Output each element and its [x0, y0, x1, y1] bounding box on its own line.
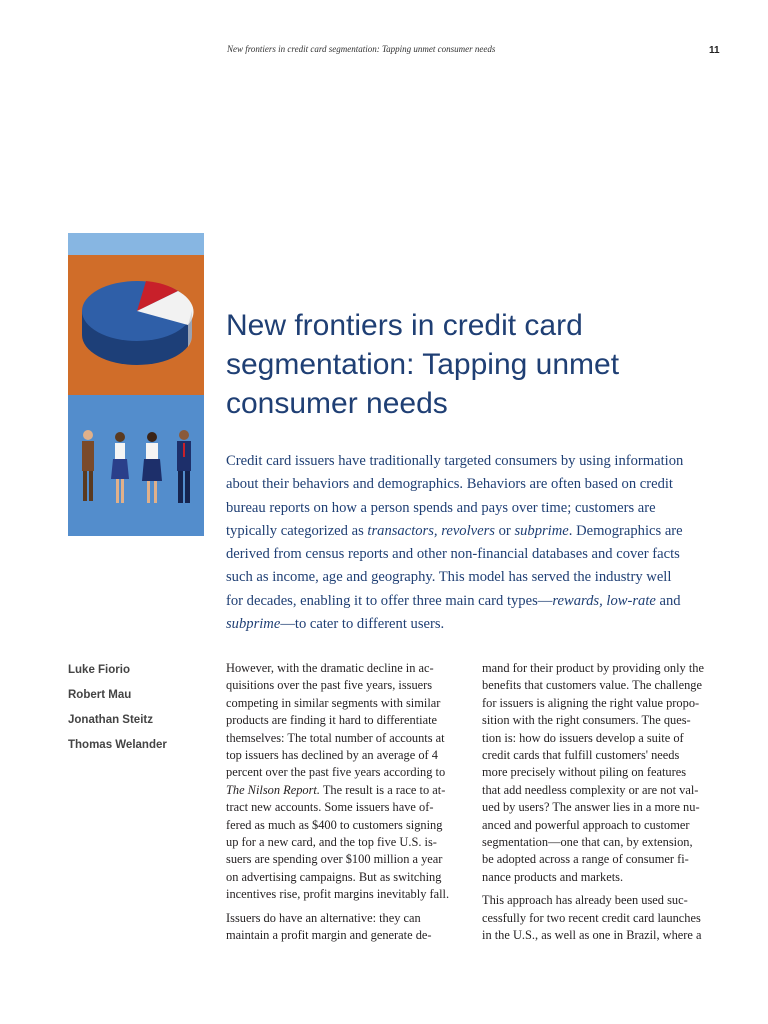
- body-line: Issuers do have an alternative: they can: [226, 910, 421, 925]
- body-line: This approach has already been used suc-: [482, 893, 688, 908]
- lede-emphasis: rewards, low-rate: [552, 592, 656, 609]
- lede-line: bureau reports on how a person spends and pays over time; customers are: [226, 499, 656, 516]
- lede-line: derived from census reports and other non-financial databases and cover facts: [226, 546, 680, 563]
- lede-line: or: [494, 522, 515, 539]
- author-name: Robert Mau: [68, 689, 132, 701]
- author-name: Jonathan Steitz: [68, 714, 153, 726]
- lede-emphasis: subprime: [226, 616, 281, 633]
- lede-line: such as income, age and geography. This model has served the industry well: [226, 569, 672, 586]
- lede-emphasis: subprime: [514, 522, 569, 539]
- body-line: [226, 782, 464, 799]
- body-line: in the U.S., as well as one in Brazil, where a: [482, 928, 702, 943]
- article-title: [226, 306, 746, 423]
- lede-emphasis: transactors, revolvers: [367, 522, 495, 539]
- lede-line: for decades, enabling it to offer three main card types—: [226, 592, 553, 609]
- lede-line: and: [655, 592, 681, 609]
- body-line: tion is: how do issuers develop a suite of: [482, 730, 684, 745]
- lede-line: typically categorized as: [226, 522, 368, 539]
- illustration: [68, 233, 204, 536]
- body-line: ued by users? The answer lies in a more nu-: [482, 800, 700, 815]
- author-list: [68, 658, 167, 758]
- page-number: 11: [709, 45, 720, 56]
- body-line: anced and powerful approach to customer: [482, 817, 690, 832]
- body-paragraph: [226, 910, 464, 945]
- title-line-2: segmentation: Tapping unmet: [226, 348, 620, 381]
- body-line: that add needless complexity or are not val-: [482, 782, 699, 797]
- body-paragraph: [482, 660, 720, 886]
- body-line: top issuers has declined by an average of 4: [226, 748, 438, 763]
- running-head: New frontiers in credit card segmentation: Tapping unmet consumer needs: [227, 44, 496, 54]
- pie-chart-illustration: [68, 255, 204, 395]
- body-line: up for a new card, and the top five U.S. is-: [226, 835, 437, 850]
- body-line: fered as much as $400 to customers signing: [226, 817, 443, 832]
- body-line: products are finding it hard to differentiate: [226, 713, 438, 728]
- author-name: Thomas Welander: [68, 739, 167, 751]
- title-line-3: consumer needs: [226, 387, 448, 420]
- body-column-1: [226, 660, 464, 951]
- body-line: cessfully for two recent credit card launches: [482, 910, 701, 925]
- author-name: Luke Fiorio: [68, 664, 130, 676]
- body-line: However, with the dramatic decline in ac-: [226, 661, 434, 675]
- illustration-sky-strip: [68, 233, 204, 255]
- body-line: tract new accounts. Some issuers have of-: [226, 800, 434, 815]
- body-line: nance products and markets.: [482, 869, 624, 884]
- body-line: credit cards that fulfill customers' needs: [482, 748, 680, 763]
- body-text: The result is a race to at-: [319, 782, 446, 797]
- lede-line: Credit card issuers have traditionally targeted consumers by using information: [226, 453, 684, 469]
- body-line: on advertising campaigns. But as switching: [226, 869, 442, 884]
- lede-paragraph: [226, 450, 726, 636]
- people-illustration: [68, 395, 204, 536]
- body-line: sition with the right consumers. The ques-: [482, 713, 691, 728]
- body-line: percent over the past five years according to: [226, 765, 446, 780]
- body-line: more precisely without piling on features: [482, 765, 687, 780]
- body-line: suers are spending over $100 million a year: [226, 852, 443, 867]
- body-paragraph: [226, 660, 464, 904]
- body-column-2: [482, 660, 720, 951]
- body-line: segmentation—one that can, by extension,: [482, 835, 693, 850]
- body-line: mand for their product by providing only the: [482, 661, 704, 675]
- body-line: for issuers is aligning the right value propo-: [482, 695, 700, 710]
- body-line: quisitions over the past five years, issuers: [226, 678, 433, 693]
- body-paragraph: [482, 892, 720, 944]
- publication-title: The Nilson Report.: [226, 782, 320, 797]
- lede-line: —to cater to different users.: [280, 616, 445, 633]
- body-line: competing in similar segments with similar: [226, 695, 441, 710]
- body-line: maintain a profit margin and generate de-: [226, 928, 432, 943]
- body-line: themselves: The total number of accounts at: [226, 730, 445, 745]
- body-line: benefits that customers value. The challenge: [482, 678, 702, 693]
- body-line: incentives rise, profit margins inevitably fall.: [226, 887, 450, 902]
- lede-line: . Demographics are: [568, 522, 683, 539]
- body-line: be adopted across a range of consumer fi-: [482, 852, 689, 867]
- title-line-1: New frontiers in credit card: [226, 309, 583, 342]
- lede-line: about their behaviors and demographics. Behaviors are often based on credit: [226, 476, 673, 493]
